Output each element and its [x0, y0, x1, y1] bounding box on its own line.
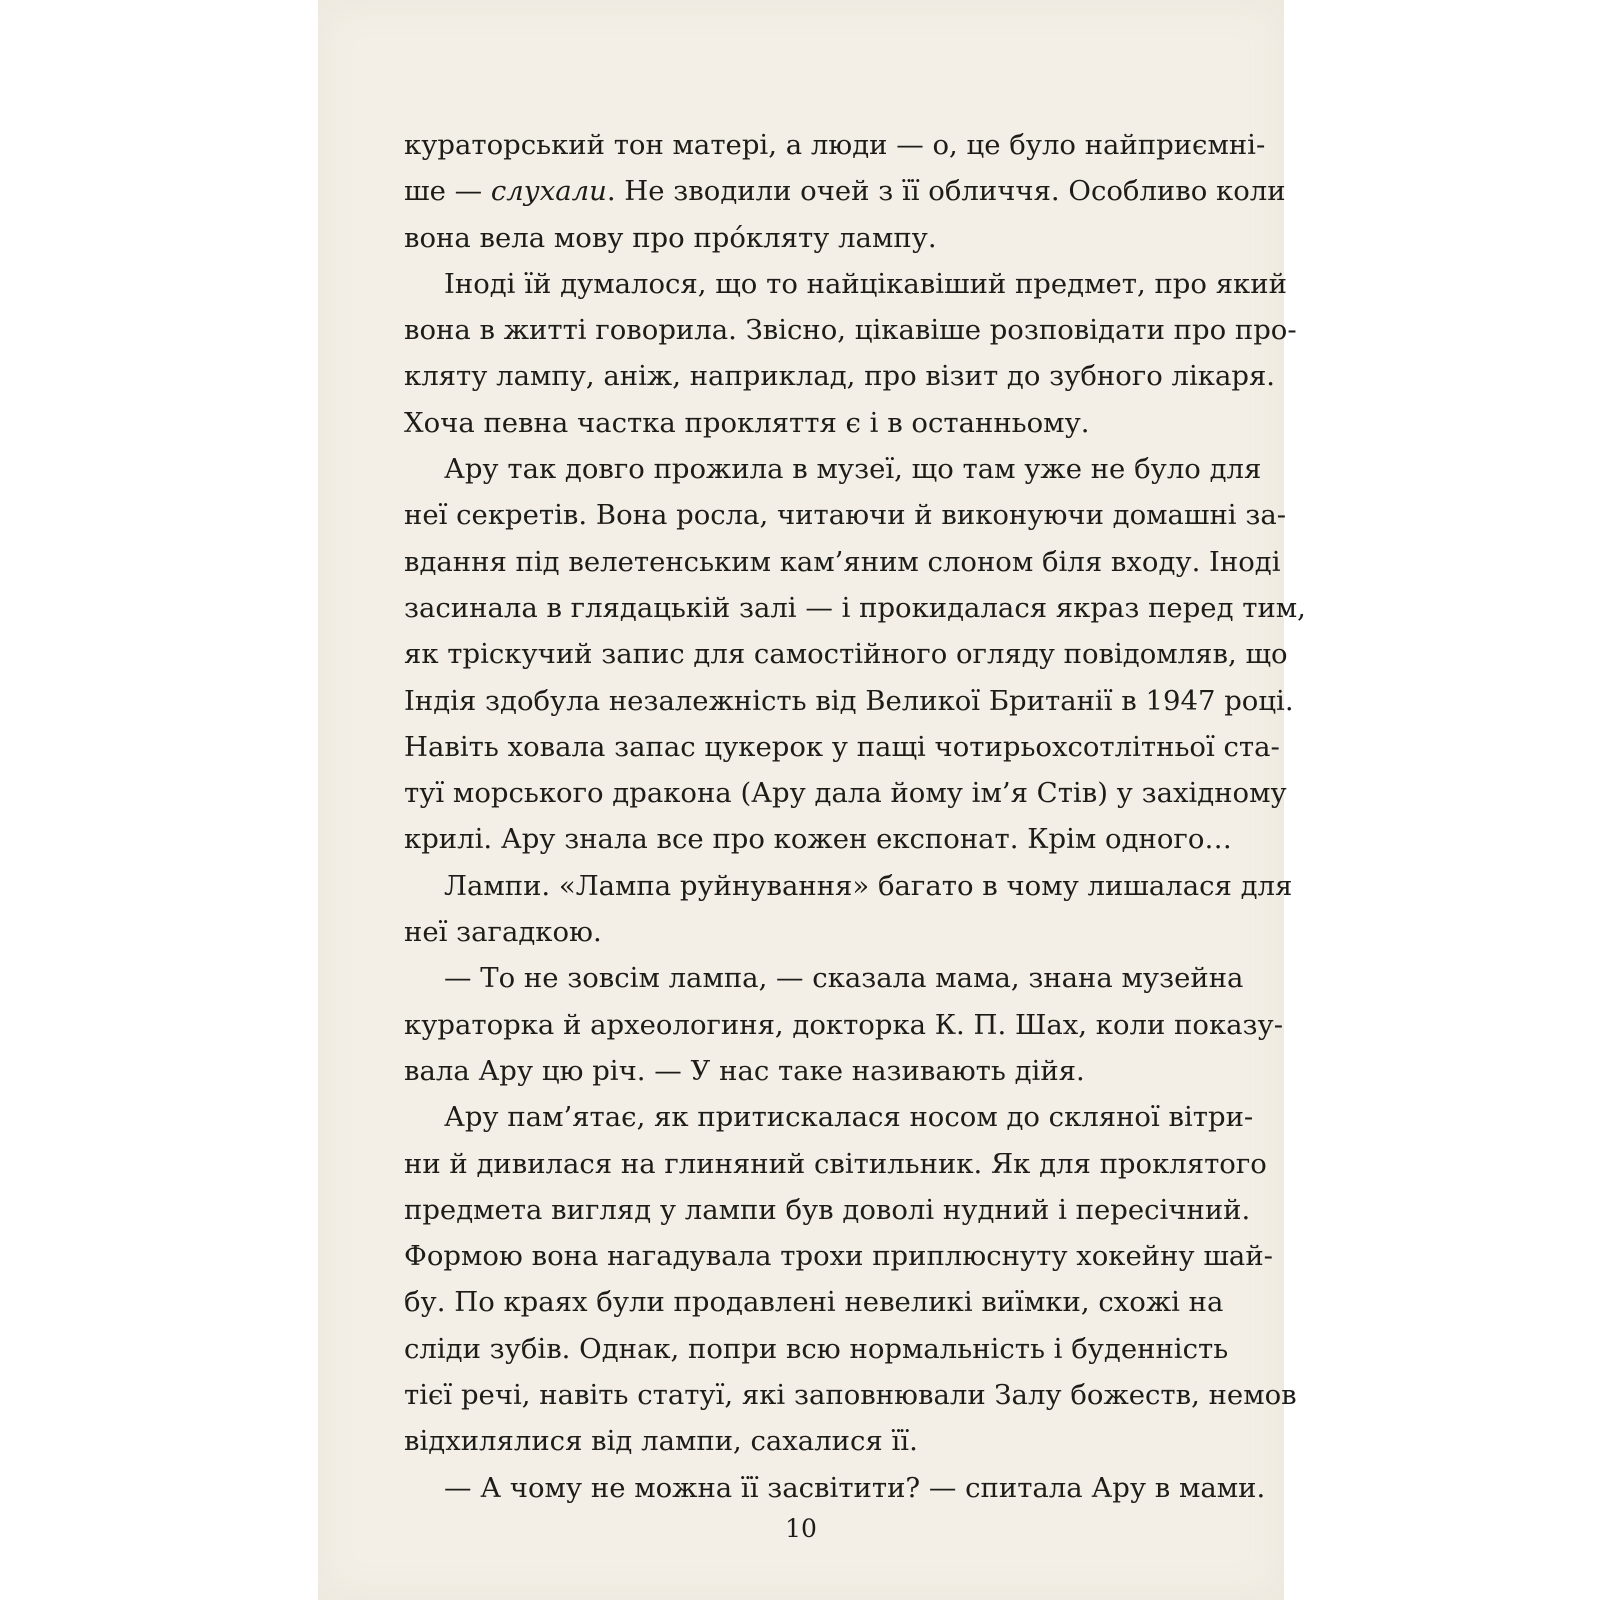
- text-line: предмета вигляд у лампи був доволі нудний і пересічний.: [404, 1193, 1251, 1226]
- text-line: крилі. Ару знала все про кожен експонат. Крім одного…: [404, 823, 1232, 856]
- page-number: 10: [785, 1514, 817, 1543]
- text-line: відхилялися від лампи, сахалися її.: [404, 1425, 918, 1458]
- page-text: [404, 122, 1306, 1511]
- text-line: вона вела мову про про́кляту лампу.: [404, 221, 937, 254]
- text-line: кураторський тон матері, а люди — о, це було найприємні-: [404, 129, 1266, 161]
- text-line: вдання під велетенським кам’яним слоном біля входу. Іноді: [404, 545, 1281, 578]
- book-page: [318, 0, 1306, 1600]
- text-line: кляту лампу, аніж, наприклад, про візит до зубного лікаря.: [404, 360, 1276, 393]
- text-line: Іноді їй думалося, що то найцікавіший предмет, про який: [444, 267, 1287, 300]
- text-line: тієї речі, навіть статуї, які заповнювали Залу божеств, немов: [404, 1379, 1297, 1412]
- text-line: ше — слухали. Не зводили очей з її обличчя. Особливо коли: [404, 175, 1286, 208]
- text-line: Індія здобула незалежність від Великої Британії в 1947 році.: [404, 684, 1294, 717]
- text-line: кураторка й археологиня, докторка К. П. Шах, коли показу-: [404, 1008, 1283, 1041]
- text-line: сліди зубів. Однак, попри всю нормальність і буденність: [404, 1332, 1229, 1365]
- text-line: Лампи. «Лампа руйнування» багато в чому лишалася для: [444, 869, 1293, 902]
- text-line: вона в житті говорила. Звісно, цікавіше розповідати про про-: [404, 314, 1297, 347]
- text-line: Ару пам’ятає, як притискалася носом до скляної вітри-: [444, 1101, 1254, 1134]
- text-line: ни й дивилася на глиняний світильник. Як для проклятого: [404, 1147, 1267, 1180]
- text-line: Хоча певна частка прокляття є і в останньому.: [404, 406, 1090, 439]
- emphasis: слухали: [490, 175, 607, 208]
- text-line: неї секретів. Вона росла, читаючи й виконуючи домашні за-: [404, 499, 1287, 532]
- text-line: туї морського дракона (Ару дала йому ім’я Стів) у західному: [404, 777, 1287, 810]
- text-line: Формою вона нагадувала трохи приплюснуту хокейну шай-: [404, 1240, 1273, 1273]
- text-line: Ару так довго прожила в музеї, що там уже не було для: [444, 453, 1262, 486]
- text-line: Навіть ховала запас цукерок у пащі чотирьохсотлітньої ста-: [404, 730, 1280, 763]
- text-line: вала Ару цю річ. — У нас таке називають дійя.: [404, 1054, 1085, 1087]
- text-line: неї загадкою.: [404, 916, 602, 949]
- text-line: — То не зовсім лампа, — сказала мама, знана музейна: [444, 962, 1244, 995]
- text-line: засинала в глядацькій залі — і прокидалася якраз перед тим,: [404, 591, 1306, 624]
- text-line: — А чому не можна її засвітити? — спитала Ару в мами.: [444, 1471, 1266, 1504]
- text-line: як тріскучий запис для самостійного огляду повідомляв, що: [404, 638, 1288, 671]
- text-line: бу. По краях були продавлені невеликі виїмки, схожі на: [404, 1286, 1224, 1319]
